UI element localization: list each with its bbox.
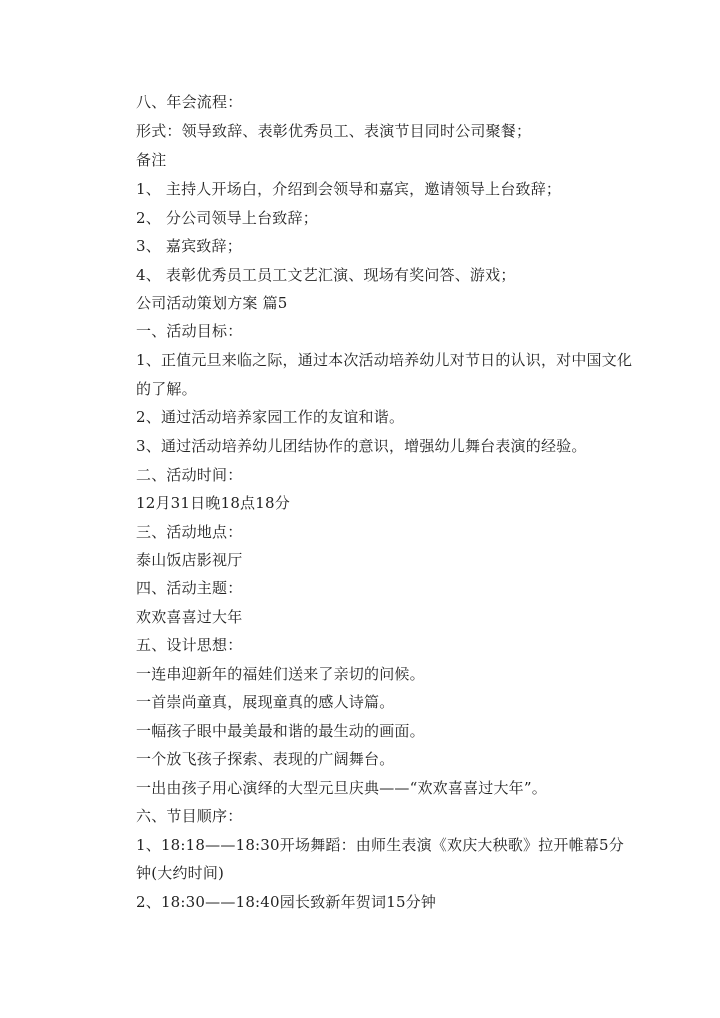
design-idea-3: 一幅孩子眼中最美最和谐的最生动的画面。 — [136, 722, 425, 740]
section-heading-design-idea: 五、设计思想： — [136, 636, 243, 654]
goal-item-2: 2、通过活动培养家园工作的友谊和谐。 — [136, 408, 405, 426]
program-item-1-part-2: 钟(大约时间) — [136, 864, 225, 882]
design-idea-2: 一首崇尚童真，展现童真的感人诗篇。 — [136, 693, 395, 711]
list-item-3: 3、 嘉宾致辞； — [136, 237, 242, 255]
list-item-1: 1、 主持人开场白，介绍到会领导和嘉宾，邀请领导上台致辞； — [136, 180, 562, 198]
program-item-2: 2、18:30——18:40园长致新年贺词15分钟 — [136, 893, 437, 911]
goal-item-3: 3、通过活动培养幼儿团结协作的意识，增强幼儿舞台表演的经验。 — [136, 437, 587, 455]
program-item-1-part-1: 1、18:18——18:30开场舞蹈：由师生表演《欢庆大秧歌》拉开帷幕5分 — [136, 836, 624, 854]
section-heading-annual-meeting-flow: 八、年会流程： — [136, 93, 243, 111]
event-location: 泰山饭店影视厅 — [136, 551, 243, 569]
section-heading-theme: 四、活动主题： — [136, 579, 243, 597]
design-idea-1: 一连串迎新年的福娃们送来了亲切的问候。 — [136, 665, 425, 683]
paragraph-remarks-label: 备注 — [136, 151, 167, 169]
section-title-plan-5: 公司活动策划方案 篇5 — [136, 294, 288, 312]
section-heading-time: 二、活动时间： — [136, 466, 243, 484]
event-theme: 欢欢喜喜过大年 — [136, 608, 243, 626]
list-item-4: 4、 表彰优秀员工员工文艺汇演、现场有奖问答、游戏； — [136, 266, 516, 284]
section-heading-program-order: 六、节目顺序： — [136, 807, 243, 825]
design-idea-4: 一个放飞孩子探索、表现的广阔舞台。 — [136, 750, 395, 768]
design-idea-5: 一出由孩子用心演绎的大型元旦庆典——“欢欢喜喜过大年”。 — [136, 779, 547, 797]
goal-item-1-part-2: 的了解。 — [136, 380, 197, 398]
section-heading-location: 三、活动地点： — [136, 523, 243, 541]
list-item-2: 2、 分公司领导上台致辞； — [136, 209, 318, 227]
section-heading-goals: 一、活动目标： — [136, 322, 243, 340]
paragraph-format: 形式：领导致辞、表彰优秀员工、表演节目同时公司聚餐； — [136, 122, 532, 140]
goal-item-1-part-1: 1、正值元旦来临之际，通过本次活动培养幼儿对节日的认识，对中国文化 — [136, 351, 633, 369]
event-time: 12月31日晚18点18分 — [136, 494, 290, 512]
